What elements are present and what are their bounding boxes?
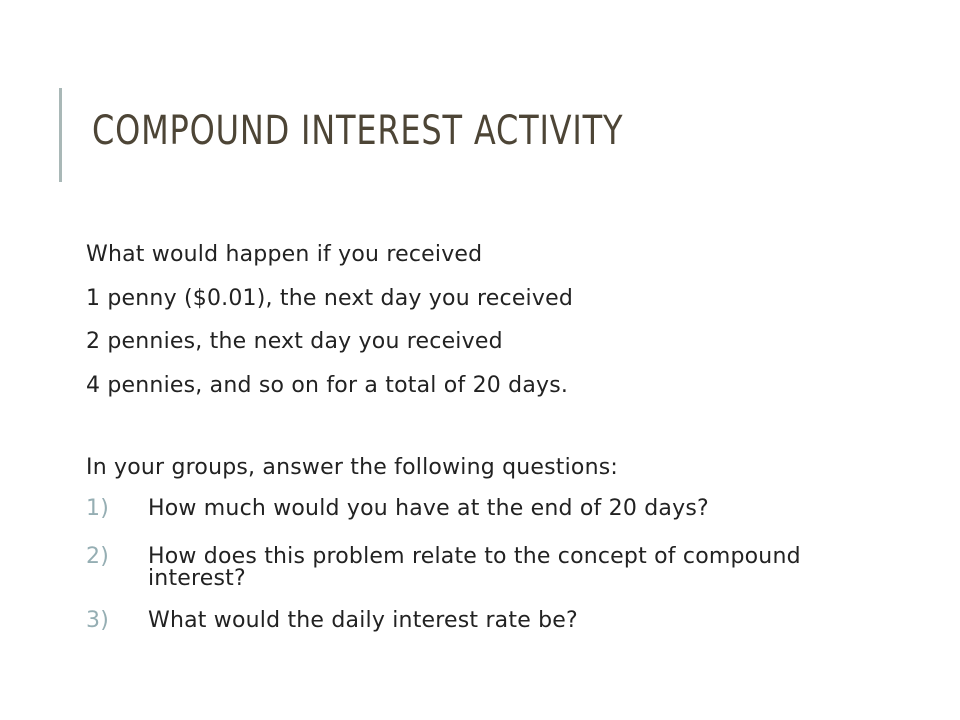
question-text-line-1: How does this problem relate to the concept of compound	[148, 544, 801, 569]
question-item-3	[86, 610, 846, 632]
intro-line-4: 4 pennies, and so on for a total of 20 days.	[86, 373, 569, 398]
intro-line-3: 2 pennies, the next day you received	[86, 329, 503, 354]
question-item-1	[86, 498, 846, 546]
questions-prompt: In your groups, answer the following questions:	[86, 455, 618, 480]
intro-line-1: What would happen if you received	[86, 242, 483, 267]
question-number: 2)	[86, 544, 109, 569]
question-number: 3)	[86, 608, 109, 633]
title-accent-bar	[59, 88, 62, 182]
question-text	[148, 546, 846, 590]
question-text: How much would you have at the end of 20 days?	[148, 496, 709, 521]
slide-title: COMPOUND INTEREST ACTIVITY	[92, 108, 624, 154]
intro-line-2: 1 penny ($0.01), the next day you received	[86, 286, 573, 311]
question-item-2	[86, 546, 846, 610]
questions-list	[86, 498, 846, 632]
question-number: 1)	[86, 496, 109, 521]
question-text: What would the daily interest rate be?	[148, 608, 578, 633]
question-text-line-2: interest?	[148, 566, 246, 591]
